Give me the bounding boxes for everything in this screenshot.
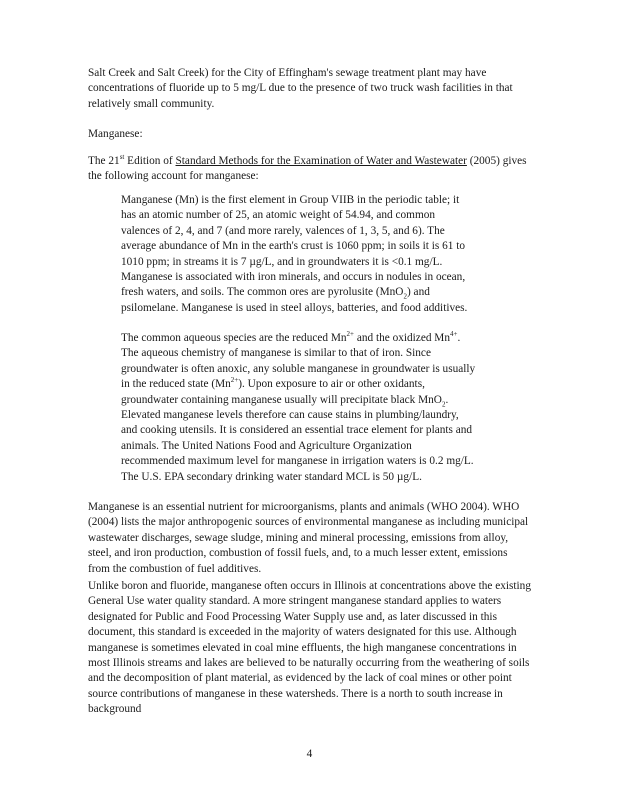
block-quote-1 (121, 193, 476, 316)
section-heading: Manganese: (88, 128, 143, 140)
quote-2-sup3: 2+ (230, 376, 239, 385)
quote-2-sup1: 2+ (346, 330, 354, 339)
standard-methods-suffix: (2005) gives the following account for manganese: (88, 155, 527, 183)
quote-2-t2: and the oxidized Mn (354, 332, 451, 344)
book-title: Standard Methods for the Examination of Water and Wastewater (175, 155, 467, 167)
quote-2-t3: . The aqueous chemistry of manganese is similar to that of iron. Since groundwater is often anoxic, any soluble manganese in groundwater is usually in the reduced state (Mn (121, 332, 476, 391)
edition-superscript: st (119, 153, 125, 162)
quote-2-sup2: 4+ (450, 330, 458, 339)
edition-word: Edition of (124, 155, 176, 167)
quote-1-text-b: ) and psilomelane. Manganese is used in steel alloys, batteries, and food additives. (121, 286, 468, 314)
block-quote-2 (121, 331, 476, 485)
quote-2-t4: ). Upon exposure to air or other oxidants, groundwater containing manganese usually will precipitate black MnO (121, 378, 442, 406)
quote-2-t5: . Elevated manganese levels therefore can cause stains in plumbing/laundry, and cooking utensils. It is considered an essential trace element for plants and animals. The United Nations Food and Agriculture Organization recommended maximum level for manganese in irrigation waters is 0.2 mg/L. The U.S. EPA secondary drinking water standard MCL is 50 µg/L. (121, 393, 474, 483)
quote-1-subscript: 2 (403, 292, 407, 301)
quote-2-t1: The common aqueous species are the reduced Mn (121, 332, 347, 344)
quote-1-text-a: Manganese (Mn) is the first element in Group VIIB in the periodic table; it has an atomic number of 25, an atomic weight of 54.94, and common valences of 2, 4, and 7 (and more rarely, valences of 1, 3, 5, and 6). The average abundance of Mn in the earth's crust is 1060 ppm; in soils it is 61 to 1010 ppm; in streams it is 7 µg/L, and in groundwaters it is <0.1 mg/L. Manganese is associated with iron minerals, and occurs in nodules in ocean, fresh waters, and soils. The common ores are pyrolusite (MnO (121, 194, 466, 299)
standard-methods-prefix: The 21 (88, 155, 120, 167)
page-number: 4 (306, 748, 313, 760)
who-paragraph: Manganese is an essential nutrient for microorganisms, plants and animals (WHO 2004). WHO (2004) lists the major anthropogenic sources of environmental manganese as including municipal wastewater discharges, sewage sludge, mining and mineral processing, emissions from alloy, steel, and iron production, combustion of fossil fuels, and, to a much lesser extent, emissions from the combustion of fuel additives. (88, 501, 529, 575)
illinois-paragraph: Unlike boron and fluoride, manganese often occurs in Illinois at concentrations above the existing General Use water quality standard. A more stringent manganese standard applies to waters designated for Public and Food Processing Water Supply use and, as later discussed in this document, this standard is exceeded in the majority of waters designated for this use. Although manganese is sometimes elevated in coal mine effluents, the high manganese concentrations in most Illinois streams and lakes are believed to be naturally occurring from the weathering of soils and the decomposition of plant material, as evidenced by the lack of coal mines or other point source contributions of manganese in these watersheds. There is a north to south increase in background (88, 580, 531, 716)
intro-paragraph: Salt Creek and Salt Creek) for the City of Effingham's sewage treatment plant may have concentrations of fluoride up to 5 mg/L due to the presence of two truck wash facilities in that relatively small community. (88, 67, 513, 110)
standard-methods-intro (88, 154, 532, 185)
quote-2-sub1: 2 (441, 399, 446, 408)
